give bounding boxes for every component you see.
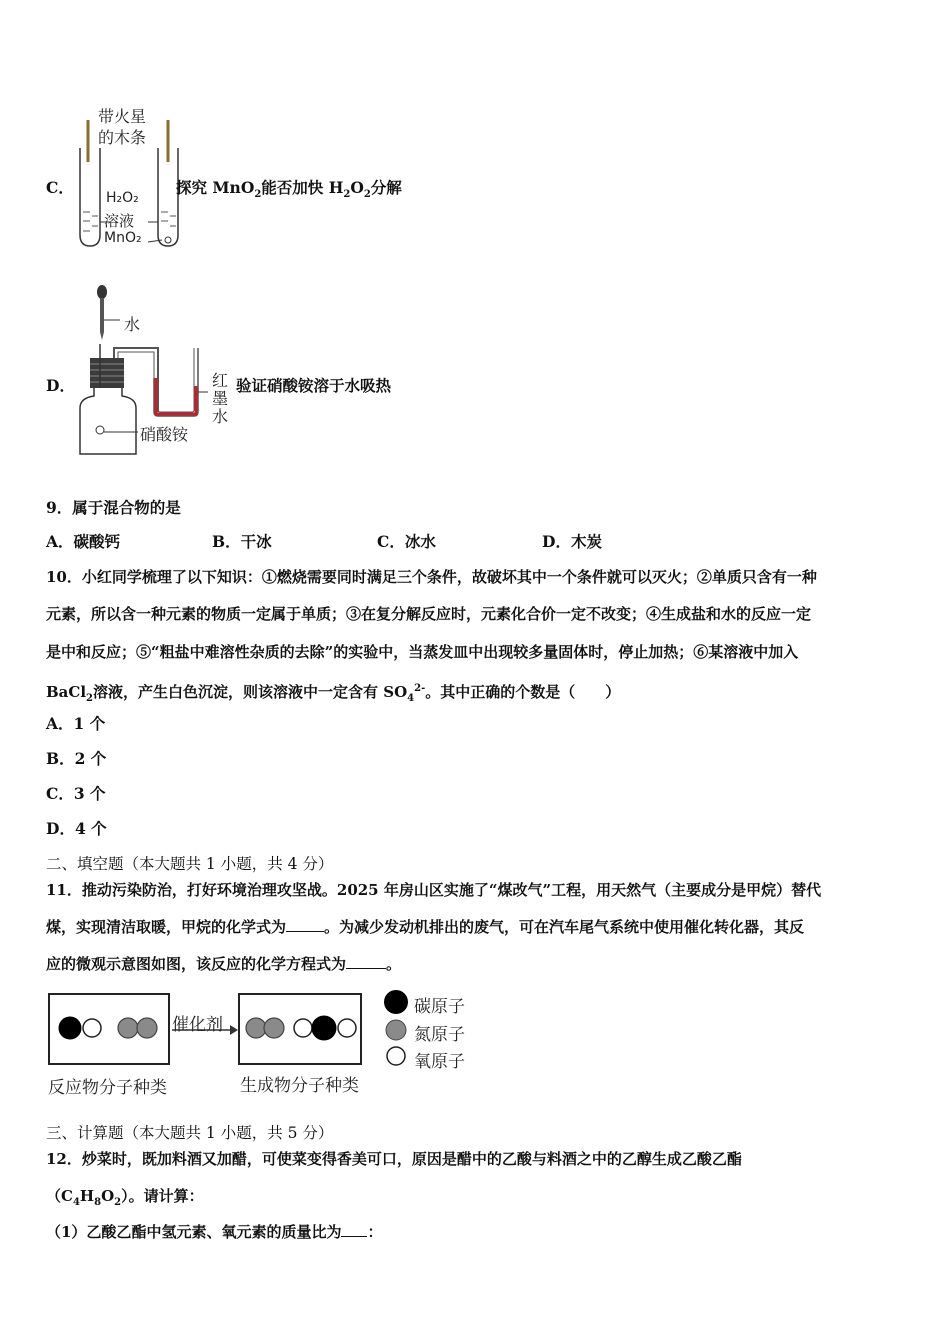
legend-oxygen-swatch [387,1047,405,1065]
fig-label-splint-1: 带火星 [98,107,147,126]
option-c-text-o: O [350,178,364,197]
q9-option-a-text: 碳酸钙 [73,532,121,551]
q12-line-1: 12．炒菜时，既加料酒又加醋，可使菜变得香美可口，原因是醋中的乙酸与料酒之中的乙醇生成乙酸乙酯 [46,1150,742,1168]
option-c-sub-2: 2 [343,189,351,201]
q10-option-a-letter: A． [46,714,74,733]
fig-label-ammonium-nitrate: 硝酸铵 [140,425,189,444]
q11-line-2 [46,917,804,937]
section-3-heading: 三、计算题（本大题共 1 小题，共 5 分） [46,1124,334,1142]
fig-label-mno2: MnO₂ [104,230,142,246]
q9-option-c [377,532,436,552]
option-c-letter: C． [46,178,74,197]
q10-option-c-text: 3 个 [73,784,106,803]
q10-line-4-end: 。其中正确的个数是（ ） [425,683,621,701]
q9-option-b-letter: B． [212,532,241,551]
reactant-caption: 反应物分子种类 [48,1078,167,1098]
q12-line-3-end: ： [367,1223,383,1241]
q9-option-c-letter: C． [377,532,405,551]
fig-label-ink-2: 墨 [212,389,229,408]
q12-formula-o: O [101,1187,115,1205]
q11-blank-equation[interactable] [346,954,386,969]
q11-line-3-end: 。 [386,955,402,973]
q10-option-b-letter: B． [46,749,75,768]
q9-option-b-text: 干冰 [240,532,272,551]
q10-option-a [46,714,105,734]
q9-option-c-text: 冰水 [404,532,436,551]
q10-option-a-text: 1 个 [73,714,106,733]
legend-nitrogen-swatch [386,1020,406,1040]
q10-line-4-mid: 溶液，产生白色沉淀，则该溶液中一定含有 SO [93,683,408,701]
q9-option-d [542,532,602,552]
legend-carbon-swatch [384,990,408,1014]
option-c-sub-3: 2 [363,189,371,201]
fig-label-ink-1: 红 [212,371,229,390]
q12-blank-ratio[interactable] [341,1222,367,1237]
q11-line-3-start: 应的微观示意图如图，该反应的化学方程式为 [46,955,347,973]
q10-option-c [46,784,106,804]
fig-label-water: 水 [124,315,141,334]
q10-option-d-text: 4 个 [74,819,107,838]
q10-option-d [46,819,107,839]
q10-bacl: BaCl [46,683,87,701]
q9-option-a [46,532,120,552]
q9-option-d-text: 木炭 [570,532,602,551]
q10-option-b-text: 2 个 [74,749,107,768]
q10-bacl-sub: 2 [86,693,94,704]
fig-label-ink-3: 水 [212,407,229,426]
legend-nitrogen: 氮原子 [414,1025,465,1045]
option-c-sub-1: 2 [254,189,262,201]
q10-so4-sup: 2- [414,683,426,694]
q11-line-2-end: 。为减少发动机排出的废气，可在汽车尾气系统中使用催化转化器，其反 [324,918,805,936]
q12-line-3-start: （1）乙酸乙酯中氢元素、氧元素的质量比为 [46,1223,342,1241]
q10-option-b [46,749,106,769]
q10-line-3: 是中和反应；⑤“粗盐中难溶性杂质的去除”的实验中，当蒸发皿中出现较多量固体时，停止加热；⑥某溶液中加入 [46,643,799,661]
q10-option-c-letter: C． [46,784,74,803]
q11-line-2-start: 煤，实现清洁取暖，甲烷的化学式为 [46,918,287,936]
q12-formula-h: H [79,1187,95,1205]
option-c-text-pre: 探究 MnO [176,178,255,197]
option-d-letter: D． [46,376,75,395]
q10-so4-sub: 4 [407,693,415,704]
q11-line-1: 11．推动污染防治，打好环境治理攻坚战。2025 年房山区实施了“煤改气”工程，用天然气（主要成分是甲烷）替代 [46,881,822,899]
q11-line-3 [46,954,401,974]
reaction-diagram [46,986,476,1066]
q9-option-d-letter: D． [542,532,571,551]
q10-line-2: 元素，所以含一种元素的物质一定属于单质；③在复分解反应时，元素化合价一定不改变；④生成盐和水的反应一定 [46,605,812,623]
legend-carbon: 碳原子 [414,997,465,1017]
q12-sub-h: 8 [94,1197,102,1208]
option-c-text-post: 分解 [370,178,402,197]
q12-sub-c: 4 [72,1197,80,1208]
q12-formula-c: （C [46,1187,73,1205]
q11-blank-methane[interactable] [286,917,324,932]
q9-option-a-letter: A． [46,532,74,551]
q10-option-d-letter: D． [46,819,75,838]
q12-line-2 [46,1186,204,1213]
fig-label-solution: 溶液 [104,212,135,230]
fig-label-splint-2: 的木条 [98,128,147,147]
q12-line-2-end: ）。请计算： [121,1187,204,1205]
option-c-text-mid: 能否加快 H [261,178,344,197]
q9-stem: 9．属于混合物的是 [46,498,181,517]
q9-option-b [212,532,272,552]
q12-line-3 [46,1222,382,1242]
option-d-text: 验证硝酸铵溶于水吸热 [236,376,392,395]
option-c-text [176,178,402,205]
catalyst-label: 催化剂 [172,1015,223,1035]
q10-line-1: 10．小红同学梳理了以下知识：①燃烧需要同时满足三个条件，故破坏其中一个条件就可以灭火；②单质只含有一种 [46,568,817,586]
q10-line-4 [46,679,620,709]
section-2-heading: 二、填空题（本大题共 1 小题，共 4 分） [46,855,334,873]
product-caption: 生成物分子种类 [240,1076,359,1096]
q12-sub-o: 2 [114,1197,122,1208]
legend-oxygen: 氧原子 [414,1052,465,1072]
fig-label-h2o2: H₂O₂ [106,190,139,206]
